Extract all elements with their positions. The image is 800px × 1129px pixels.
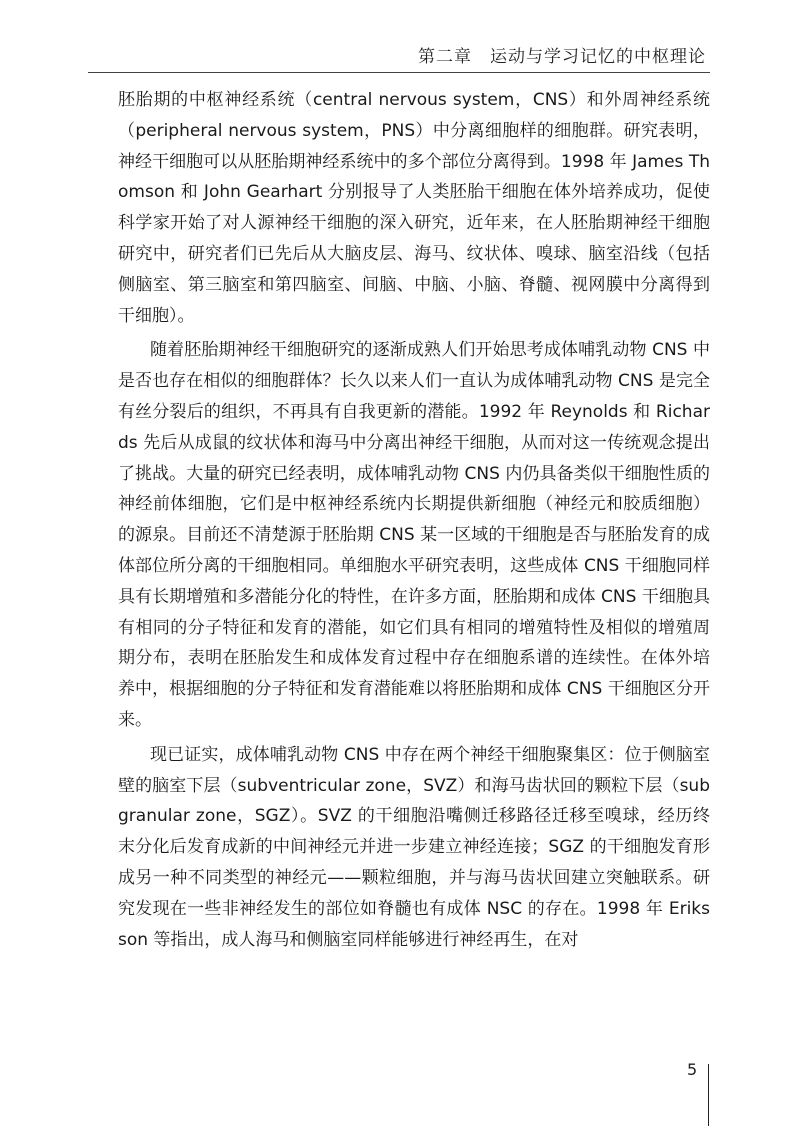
paragraph-2: 随着胚胎期神经干细胞研究的逐渐成熟人们开始思考成体哺乳动物 CNS 中是否也存在相似的细胞群体？长久以来人们一直认为成体哺乳动物 CNS 是完全有丝分裂后的组织，不再具有自我更新的潜能。1992 年 Reynolds 和 Richards 先后从成鼠的纹状体和海马中分离出神经干细胞，从而对这一传统观念提出了挑战。大量的研究已经表明，成体哺乳动物 CNS 内仍具备类似干细胞性质的神经前体细胞，它们是中枢神经系统内长期提供新细胞（神经元和胶质细胞）的源泉。目前还不清楚源于胚胎期 CNS 某一区域的干细胞是否与胚胎发育的成体部位所分离的干细胞相同。单细胞水平研究表明，这些成体 CNS 干细胞同样具有长期增殖和多潜能分化的特性，在许多方面，胚胎期和成体 CNS 干细胞具有相同的分子特征和发育的潜能，如它们具有相同的增殖特性及相似的增殖周期分布，表明在胚胎发生和成体发育过程中存在细胞系谱的连续性。在体外培养中，根据细胞的分子特征和发育潜能难以将胚胎期和成体 CNS 干细胞区分开来。 (118, 340, 710, 730)
body-text (118, 85, 710, 955)
paragraph-3: 现已证实，成体哺乳动物 CNS 中存在两个神经干细胞聚集区：位于侧脑室壁的脑室下层（subventricular zone，SVZ）和海马齿状回的颗粒下层（subgranular zone，SGZ）。SVZ 的干细胞沿嘴侧迁移路径迁移至嗅球，经历终末分化后发育成新的中间神经元并进一步建立神经连接；SGZ 的干细胞发育形成另一种不同类型的神经元——颗粒细胞，并与海马齿状回建立突触联系。研究发现在一些非神经发生的部位如脊髓也有成体 NSC 的存在。1998 年 Eriksson 等指出，成人海马和侧脑室同样能够进行神经再生，在对 (118, 744, 710, 950)
header-rule (88, 72, 710, 73)
page-number: 5 (687, 1060, 698, 1079)
paragraph-1: 胚胎期的中枢神经系统（central nervous system，CNS）和外周神经系统（peripheral nervous system，PNS）中分离细胞样的细胞群。研究表明，神经干细胞可以从胚胎期神经系统中的多个部位分离得到。1998 年 James Thomson 和 John Gearhart 分别报导了人类胚胎干细胞在体外培养成功，促使科学家开始了对人源神经干细胞的深入研究，近年来，在人胚胎期神经干细胞研究中，研究者们已先后从大脑皮层、海马、纹状体、嗅球、脑室沿线（包括侧脑室、第三脑室和第四脑室、间脑、中脑、小脑、脊髓、视网膜中分离得到干细胞）。 (118, 90, 710, 326)
margin-rule (708, 1064, 709, 1126)
running-head: 第二章 运动与学习记忆的中枢理论 (418, 47, 706, 67)
